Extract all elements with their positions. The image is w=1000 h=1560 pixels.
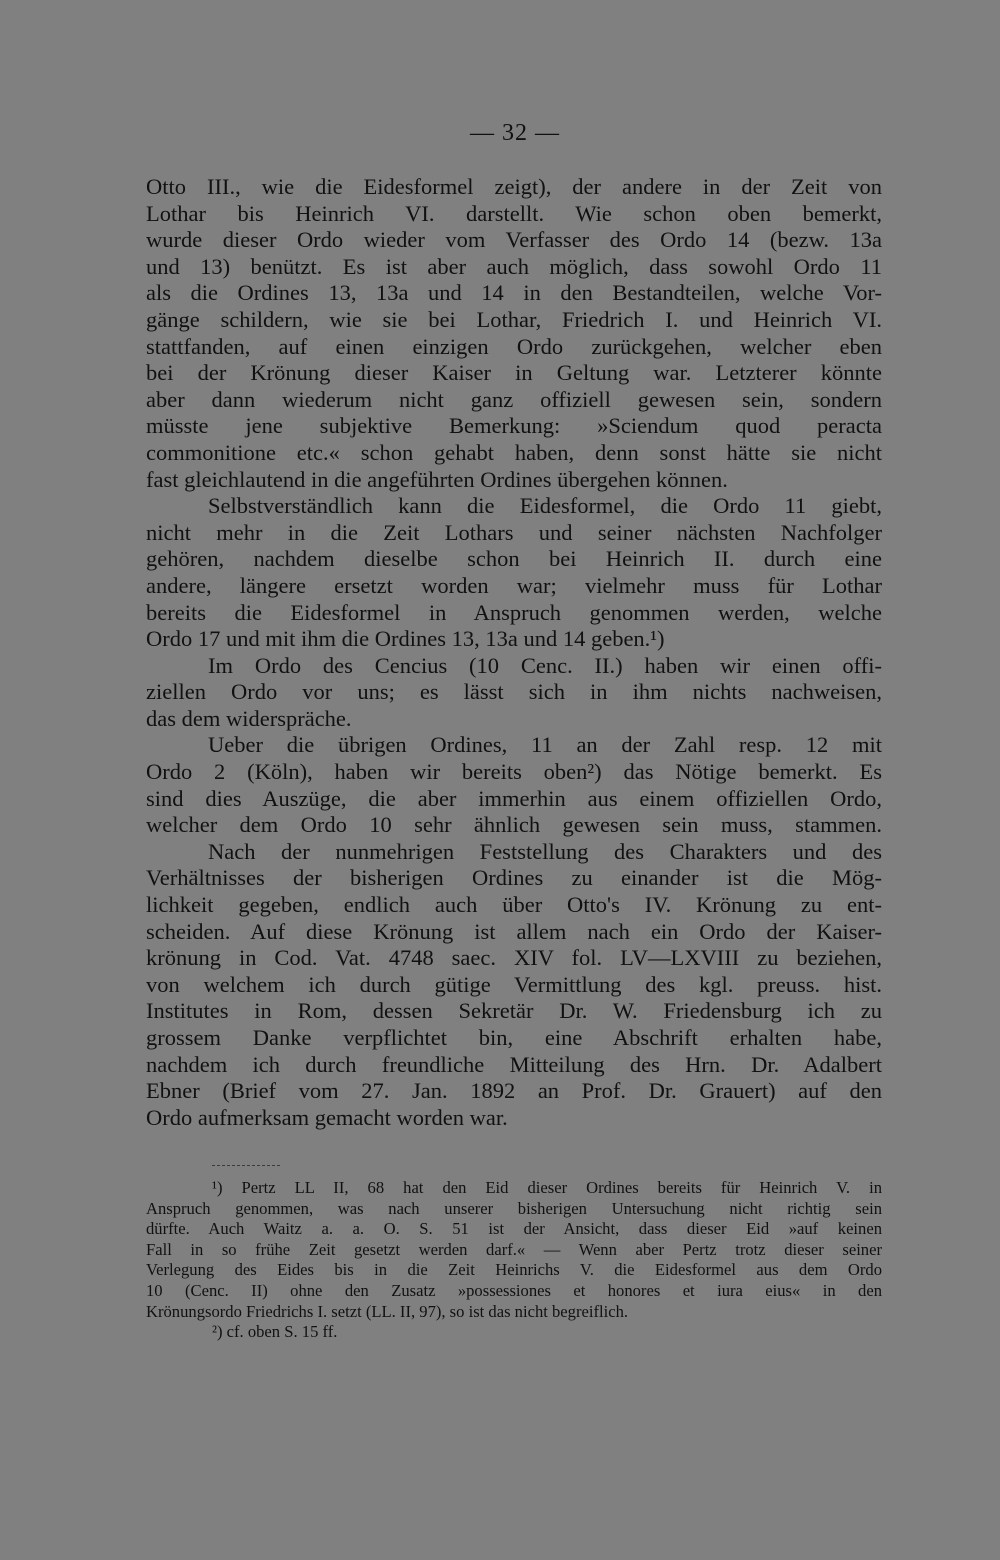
text-line: Institutes in Rom, dessen Sekretär Dr. W. Friedensburg ich zu: [146, 998, 882, 1024]
text-line: Nach der nunmehrigen Feststellung des Charakters und des: [208, 838, 882, 864]
footnotes: [146, 1178, 882, 1343]
footnote-line: 10 (Cenc. II) ohne den Zusatz »possessiones et honores et iura eius« in den: [146, 1280, 882, 1300]
text-line: fast gleichlautend in die angeführten Ordines übergehen können.: [146, 466, 728, 492]
footnote-line: Krönungsordo Friedrichs I. setzt (LL. II, 97), so ist das nicht begreiflich.: [146, 1301, 629, 1321]
text-line: Ueber die übrigen Ordines, 11 an der Zahl resp. 12 mit: [208, 732, 882, 758]
text-line: gehören, nachdem dieselbe schon bei Heinrich II. durch eine: [146, 546, 882, 572]
text-line: stattfanden, auf einen einzigen Ordo zurückgehen, welcher eben: [146, 333, 882, 359]
text-line: Ordo aufmerksam gemacht worden war.: [146, 1104, 508, 1130]
text-line: sind dies Auszüge, die aber immerhin aus einem offiziellen Ordo,: [146, 785, 882, 811]
text-line: Im Ordo des Cencius (10 Cenc. II.) haben wir einen offi-: [208, 652, 882, 678]
text-line: bei der Krönung dieser Kaiser in Geltung war. Letzterer könnte: [146, 360, 882, 386]
text-line: krönung in Cod. Vat. 4748 saec. XIV fol. LV—LXVIII zu beziehen,: [146, 945, 882, 971]
text-line: grossem Danke verpflichtet bin, eine Abschrift erhalten habe,: [146, 1025, 882, 1050]
text-line: scheiden. Auf diese Krönung ist allem nach ein Ordo der Kaiser-: [146, 918, 882, 944]
text-line: bereits die Eidesformel in Anspruch genommen werden, welche: [146, 599, 882, 625]
text-line: Selbstverständlich kann die Eidesformel, die Ordo 11 giebt,: [208, 493, 882, 519]
text-line: ziellen Ordo vor uns; es lässt sich in ihm nichts nachweisen,: [146, 679, 882, 705]
text-line: commonitione etc.« schon gehabt haben, denn sonst hätte sie nicht: [146, 439, 882, 465]
text-line: Ebner (Brief vom 27. Jan. 1892 an Prof. Dr. Grauert) auf den: [146, 1078, 882, 1104]
text-line: nachdem ich durch freundliche Mitteilung des Hrn. Dr. Adalbert: [146, 1051, 882, 1077]
footnote-line: Fall in so frühe Zeit gesetzt werden darf.« — Wenn aber Pertz trotz dieser seiner: [146, 1239, 882, 1259]
text-line: aber dann wiederum nicht ganz offiziell gewesen sein, sondern: [146, 386, 882, 412]
text-line: Verhältnisses der bisherigen Ordines zu einander ist die Mög-: [146, 865, 882, 891]
text-line: wurde dieser Ordo wieder vom Verfasser des Ordo 14 (bezw. 13a: [146, 227, 882, 253]
text-line: Lothar bis Heinrich VI. darstellt. Wie schon oben bemerkt,: [146, 200, 882, 226]
text-line: welcher dem Ordo 10 sehr ähnlich gewesen sein muss, stammen.: [146, 812, 882, 838]
text-line: und 13) benützt. Es ist aber auch möglich, dass sowohl Ordo 11: [146, 253, 882, 279]
text-line: Ordo 17 und mit ihm die Ordines 13, 13a und 14 geben.¹): [146, 626, 665, 652]
body-text: [146, 174, 882, 1131]
text-line: als die Ordines 13, 13a und 14 in den Bestandteilen, welche Vor-: [146, 280, 882, 306]
text-line: Otto III., wie die Eidesformel zeigt), der andere in der Zeit von: [146, 174, 882, 199]
text-line: andere, längere ersetzt worden war; vielmehr muss für Lothar: [146, 572, 882, 598]
footnote-line: ¹) Pertz LL II, 68 hat den Eid dieser Ordines bereits für Heinrich V. in: [212, 1178, 882, 1197]
text-line: lichkeit gegeben, endlich auch über Otto's IV. Krönung zu ent-: [146, 892, 882, 918]
text-line: müsste jene subjektive Bemerkung: »Sciendum quod peracta: [146, 413, 882, 439]
text-line: Ordo 2 (Köln), haben wir bereits oben²) das Nötige bemerkt. Es: [146, 759, 882, 785]
text-line: gänge schildern, wie sie bei Lothar, Friedrich I. und Heinrich VI.: [146, 306, 882, 332]
text-line: nicht mehr in die Zeit Lothars und seiner nächsten Nachfolger: [146, 519, 882, 545]
text-line: das dem widerspräche.: [146, 705, 352, 731]
footnote-line: Verlegung des Eides bis in die Zeit Heinrichs V. die Eidesformel aus dem Ordo: [146, 1260, 882, 1280]
text-line: von welchem ich durch gütige Vermittlung des kgl. preuss. hist.: [146, 971, 882, 997]
footnote-line: Anspruch genommen, was nach unserer bisherigen Untersuchung nicht richtig sein: [146, 1198, 882, 1218]
footnote-line: dürfte. Auch Waitz a. a. O. S. 51 ist der Ansicht, dass dieser Eid »auf keinen: [146, 1219, 882, 1239]
footnote-separator: [212, 1165, 280, 1166]
page-number: — 32 —: [470, 120, 560, 146]
footnote-line: ²) cf. oben S. 15 ff.: [212, 1322, 338, 1342]
